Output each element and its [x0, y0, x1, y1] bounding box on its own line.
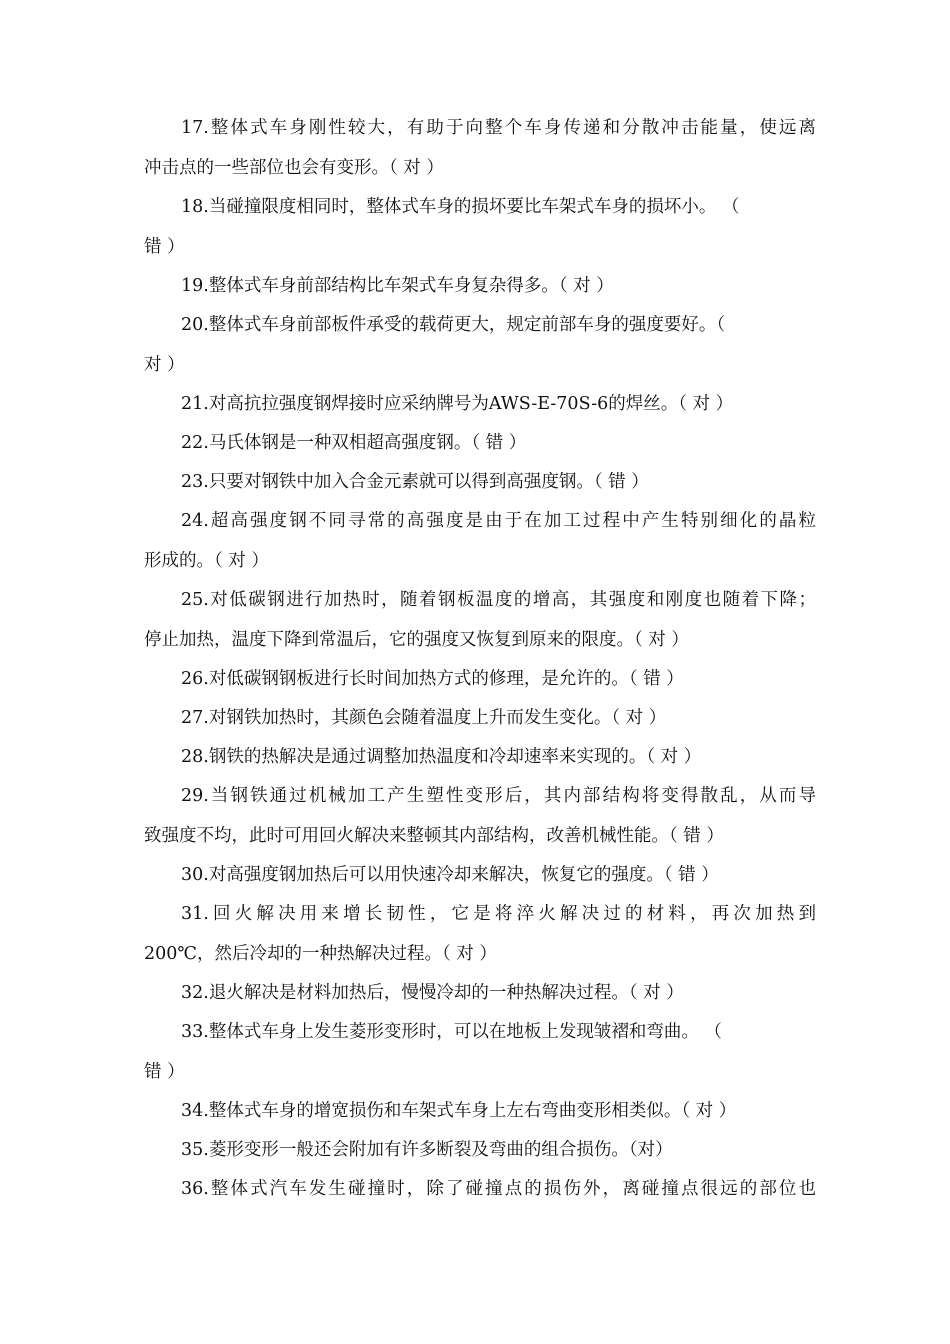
text-line: 36.整体式汽车发生碰撞时，除了碰撞点的损伤外，离碰撞点很远的部位也	[181, 1179, 816, 1199]
text-line: 25.对低碳钢进行加热时，随着钢板温度的增高，其强度和刚度也随着下降；	[181, 590, 816, 610]
text-line: 33.整体式车身上发生菱形变形时，可以在地板上发现皱褶和弯曲。 （	[181, 1022, 722, 1042]
text-line: 对 ）	[144, 355, 185, 375]
text-line: 28.钢铁的热解决是通过调整加热温度和冷却速率来实现的。（ 对 ）	[181, 747, 702, 767]
text-line: 34.整体式车身的增宽损伤和车架式车身上左右弯曲变形相类似。（ 对 ）	[181, 1101, 737, 1121]
text-line: 错 ）	[144, 237, 185, 257]
text-line: 18.当碰撞限度相同时，整体式车身的损坏要比车架式车身的损坏小。 （	[181, 197, 740, 217]
text-line: 200℃，然后冷却的一种热解决过程。（ 对 ）	[144, 944, 497, 964]
text-line: 24.超高强度钢不同寻常的高强度是由于在加工过程中产生特别细化的晶粒	[181, 511, 816, 531]
text-line: 形成的。（ 对 ）	[144, 551, 269, 571]
text-line: 19.整体式车身前部结构比车架式车身复杂得多。（ 对 ）	[181, 276, 614, 296]
text-line: 27.对钢铁加热时，其颜色会随着温度上升而发生变化。（ 对 ）	[181, 708, 667, 728]
text-line: 26.对低碳钢钢板进行长时间加热方式的修理，是允许的。（ 错 ）	[181, 669, 684, 689]
text-line: 32.退火解决是材料加热后，慢慢冷却的一种热解决过程。（ 对 ）	[181, 983, 684, 1003]
text-line: 17.整体式车身刚性较大，有助于向整个车身传递和分散冲击能量，使远离	[181, 118, 816, 138]
text-line: 停止加热，温度下降到常温后，它的强度又恢复到原来的限度。（ 对 ）	[144, 630, 689, 650]
question-list	[144, 117, 816, 1200]
text-line: 30.对高强度钢加热后可以用快速冷却来解决，恢复它的强度。（ 错 ）	[181, 865, 719, 885]
text-line: 致强度不均，此时可用回火解决来整顿其内部结构，改善机械性能。（ 错 ）	[144, 826, 724, 846]
text-line: 22.马氏体钢是一种双相超高强度钢。（ 错 ）	[181, 433, 527, 453]
text-line: 29.当钢铁通过机械加工产生塑性变形后，其内部结构将变得散乱，从而导	[181, 786, 816, 806]
text-line: 21.对高抗拉强度钢焊接时应采纳牌号为AWS-E-70S-6的焊丝。（ 对 ）	[181, 394, 734, 414]
text-line: 31.回火解决用来增长韧性，它是将淬火解决过的材料，再次加热到	[181, 904, 816, 924]
text-line: 冲击点的一些部位也会有变形。（ 对 ）	[144, 158, 444, 178]
text-line: 20.整体式车身前部板件承受的载荷更大，规定前部车身的强度要好。（	[181, 315, 726, 335]
text-line: 35.菱形变形一般还会附加有许多断裂及弯曲的组合损伤。（对）	[181, 1140, 673, 1160]
text-line: 错 ）	[144, 1062, 185, 1082]
text-line: 23.只要对钢铁中加入合金元素就可以得到高强度钢。（ 错 ）	[181, 472, 649, 492]
